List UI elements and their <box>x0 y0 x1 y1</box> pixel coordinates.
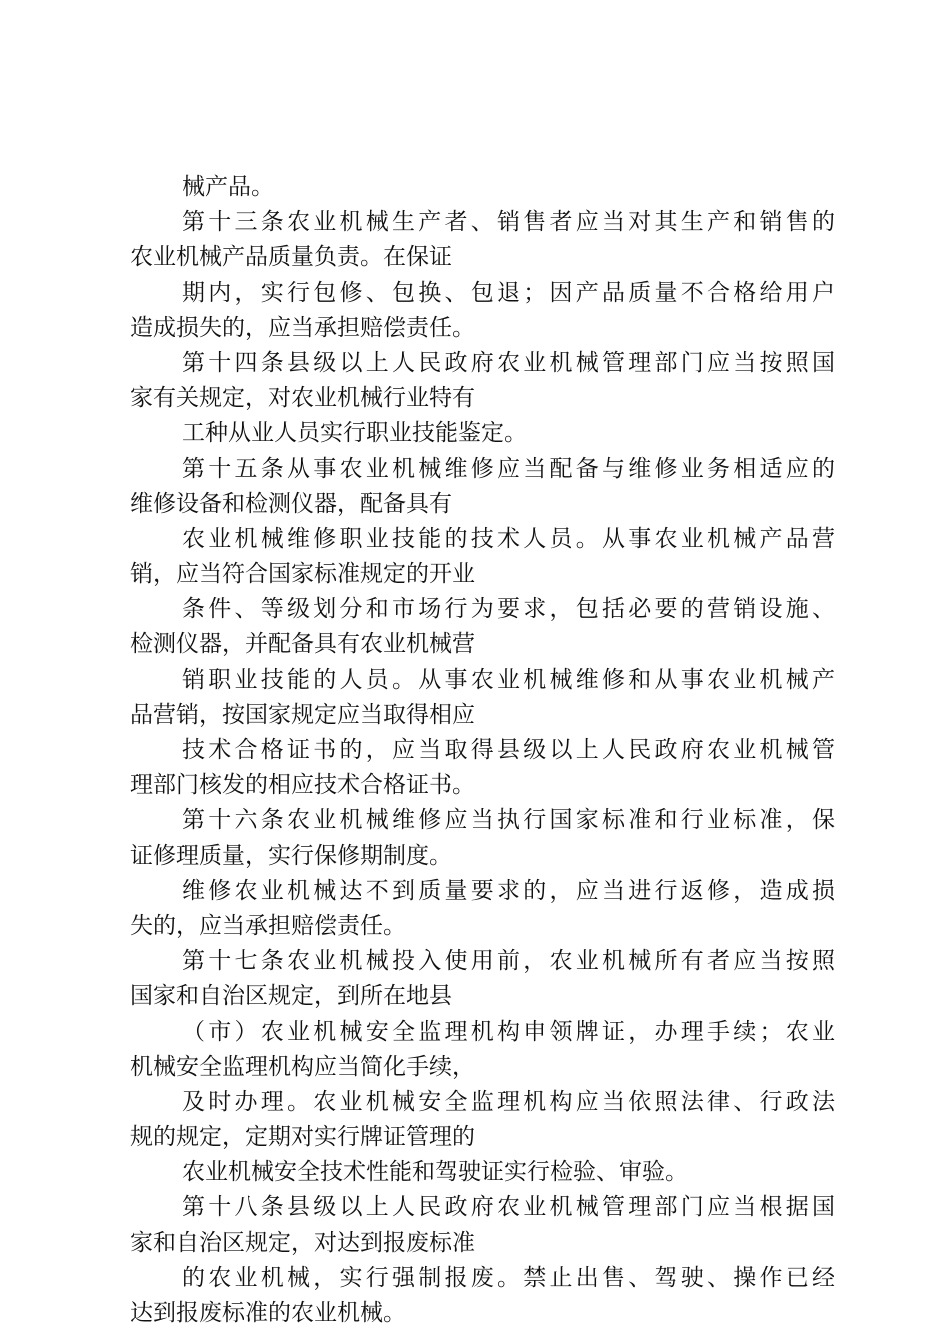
text-line: 农业机械产品质量负责。在保证 <box>130 244 452 271</box>
text-line: 械产品。 <box>182 174 274 200</box>
text-line: 机械安全监理机构应当简化手续， <box>130 1053 475 1080</box>
text-line: 销，应当符合国家标准规定的开业 <box>130 561 475 588</box>
text-line: 销职业技能的人员。从事农业机械维修和从事农业机械产 <box>182 666 835 693</box>
text-line: 第十五条从事农业机械维修应当配备与维修业务相适应的 <box>182 455 835 482</box>
text-line: 家和自治区规定，对达到报废标准 <box>130 1229 475 1256</box>
text-line: 证修理质量，实行保修期制度。 <box>130 842 452 869</box>
document-body-text <box>130 170 835 1331</box>
text-line: 第十七条农业机械投入使用前，农业机械所有者应当按照 <box>182 948 835 975</box>
text-line: 国家和自治区规定，到所在地县 <box>130 983 452 1010</box>
text-line: 及时办理。农业机械安全监理机构应当依照法律、行政法 <box>182 1088 835 1115</box>
text-line: 农业机械维修职业技能的技术人员。从事农业机械产品营 <box>182 525 835 552</box>
text-line: 第十三条农业机械生产者、销售者应当对其生产和销售的 <box>182 209 835 236</box>
text-line: 第十六条农业机械维修应当执行国家标准和行业标准，保 <box>182 807 835 834</box>
text-line: 品营销，按国家规定应当取得相应 <box>130 701 475 728</box>
text-line: 检测仪器，并配备具有农业机械营 <box>130 631 475 658</box>
text-line: 技术合格证书的，应当取得县级以上人民政府农业机械管 <box>182 737 835 763</box>
text-line: （市）农业机械安全监理机构申领牌证，办理手续；农业 <box>182 1018 835 1045</box>
text-line: 维修农业机械达不到质量要求的，应当进行返修，造成损 <box>182 877 835 904</box>
text-line: 第十八条县级以上人民政府农业机械管理部门应当根据国 <box>182 1194 835 1221</box>
text-line: 工种从业人员实行职业技能鉴定。 <box>182 420 527 447</box>
text-line: 第十四条县级以上人民政府农业机械管理部门应当按照国 <box>182 349 835 376</box>
text-line: 家有关规定，对农业机械行业特有 <box>130 385 475 412</box>
text-line: 规的规定，定期对实行牌证管理的 <box>130 1124 475 1151</box>
text-line: 维修设备和检测仪器，配备具有 <box>130 490 452 517</box>
text-line: 造成损失的，应当承担赔偿责任。 <box>130 314 475 341</box>
text-line: 期内，实行包修、包换、包退；因产品质量不合格给用户 <box>182 279 835 306</box>
text-line: 的农业机械，实行强制报废。禁止出售、驾驶、操作已经 <box>182 1264 835 1291</box>
text-line: 达到报废标准的农业机械。 <box>130 1300 406 1326</box>
text-line: 农业机械安全技术性能和驾驶证实行检验、审验。 <box>182 1159 688 1186</box>
text-line: 条件、等级划分和市场行为要求，包括必要的营销设施、 <box>182 596 835 623</box>
text-line: 失的，应当承担赔偿责任。 <box>130 912 406 939</box>
text-line: 理部门核发的相应技术合格证书。 <box>130 772 475 799</box>
